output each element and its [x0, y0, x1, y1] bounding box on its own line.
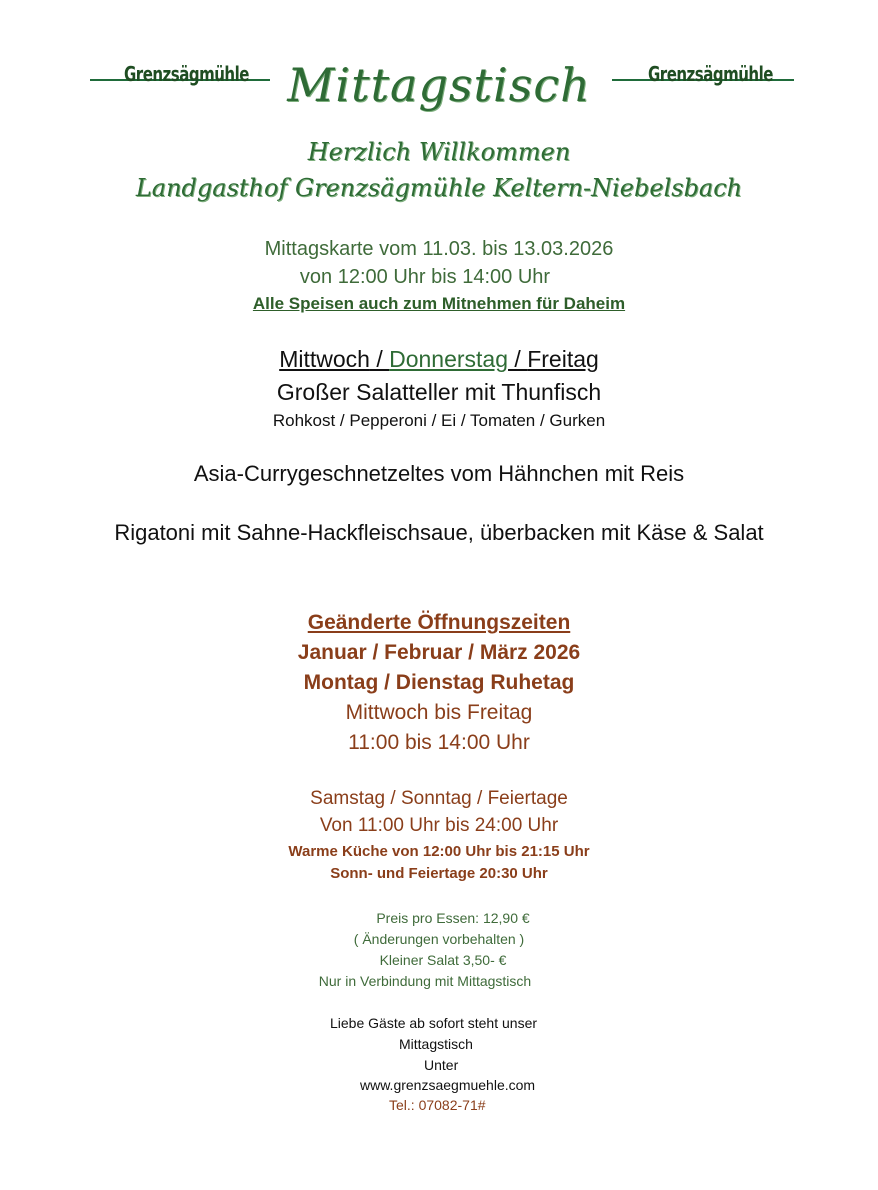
- hours-weekend: Samstag / Sonntag / Feiertage: [310, 788, 568, 809]
- hours-closed-days: Montag / Dienstag Ruhetag: [303, 671, 575, 694]
- footer-line: Liebe Gäste ab sofort steht unser: [330, 1015, 538, 1031]
- price-condition: Nur in Verbindung mit Mittagstisch: [318, 973, 532, 989]
- price-note: ( Änderungen vorbehalten ): [353, 931, 525, 947]
- footer-line: Unter: [424, 1057, 459, 1073]
- hours-heading: Geänderte Öffnungszeiten: [307, 611, 571, 634]
- menu-time: von 12:00 Uhr bis 14:00 Uhr: [299, 266, 551, 288]
- salad-price: Kleiner Salat 3,50- €: [379, 952, 507, 968]
- welcome-text: Herzlich Willkommen: [307, 138, 571, 166]
- hours-months: Januar / Februar / März 2026: [297, 641, 581, 664]
- footer-line: Mittagstisch: [399, 1036, 473, 1052]
- day-wednesday: Mittwoch: [279, 346, 370, 372]
- day-separator: /: [508, 346, 528, 372]
- menu-period: Mittagskarte vom 11.03. bis 13.03.2026: [264, 238, 614, 260]
- day-thursday: Donnerstag: [389, 346, 509, 372]
- venue-name: Landgasthof Grenzsägmühle Keltern-Niebelsbach: [135, 174, 743, 202]
- logo-text: Grenzsägmühle: [648, 62, 773, 87]
- takeaway-note: Alle Speisen auch zum Mitnehmen für Daheim: [252, 294, 626, 313]
- price-text: Preis pro Essen: 12,90 €: [376, 910, 530, 926]
- dish-name: Rigatoni mit Sahne-Hackfleischsaue, überbacken mit Käse & Salat: [114, 520, 764, 545]
- page-title: Mittagstisch: [287, 58, 591, 112]
- phone-number: Tel.: 07082-71#: [389, 1097, 486, 1113]
- hours-weekday-times: 11:00 bis 14:00 Uhr: [348, 731, 530, 754]
- hours-kitchen: Warme Küche von 12:00 Uhr bis 21:15 Uhr: [288, 843, 590, 860]
- dish-name: Großer Salatteller mit Thunfisch: [276, 379, 602, 405]
- website-link[interactable]: www.grenzsaegmuehle.com: [360, 1077, 536, 1093]
- day-friday: Freitag: [527, 346, 599, 372]
- day-separator: /: [369, 346, 390, 372]
- hours-holiday-kitchen: Sonn- und Feiertage 20:30 Uhr: [330, 865, 548, 882]
- dish-detail: Rohkost / Pepperoni / Ei / Tomaten / Gurken: [272, 411, 606, 430]
- hours-weekend-times: Von 11:00 Uhr bis 24:00 Uhr: [319, 815, 559, 836]
- logo-text: Grenzsägmühle: [124, 62, 249, 87]
- hours-weekdays: Mittwoch bis Freitag: [345, 701, 533, 724]
- dish-name: Asia-Currygeschnetzeltes vom Hähnchen mit Reis: [193, 461, 685, 486]
- menu-days: [0, 346, 878, 373]
